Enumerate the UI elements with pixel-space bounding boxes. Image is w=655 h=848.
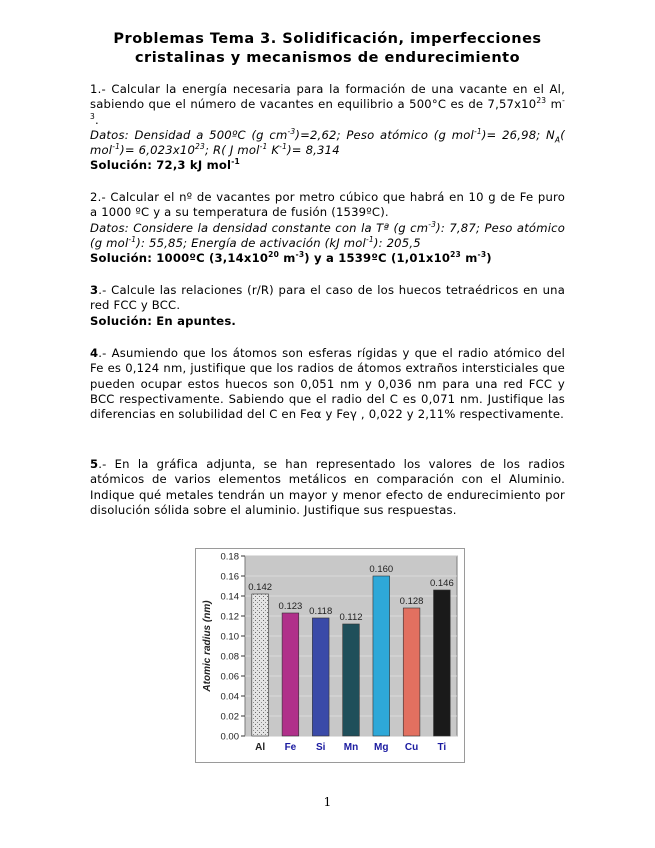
- data-label-cu: 0.128: [399, 596, 424, 607]
- data-label-al: 0.142: [248, 582, 273, 593]
- title-line-2: cristalinas y mecanismos de endurecimiento: [134, 50, 521, 66]
- problem-1-statement: 1.- Calcular la energía necesaria para la formación de una vacante en el Al, sabiendo que el número de vacantes en equilibrio a 500°C es de $7,57x10^{23}$ $m^{-3}$.: [90, 82, 565, 127]
- y-tick-label: 0.10: [220, 631, 239, 643]
- y-tick-label: 0.04: [220, 691, 239, 703]
- bar-al: [252, 594, 269, 736]
- problem-1-solucion: Solución: 72,3 kJ mol$^{-1}$: [90, 157, 240, 173]
- y-tick-label: 0.14: [220, 591, 239, 603]
- y-tick-label: 0.08: [220, 651, 239, 663]
- atomic-radius-chart: [195, 548, 465, 763]
- y-tick-label: 0.12: [220, 611, 239, 623]
- y-tick-label: 0.00: [220, 731, 239, 743]
- problem-3-solucion: Solución: En apuntes.: [90, 313, 237, 328]
- bar-mg: [373, 576, 390, 736]
- y-tick-label: 0.02: [220, 711, 239, 723]
- page-title: [60, 30, 595, 68]
- data-label-mg: 0.160: [369, 564, 394, 575]
- alpha-symbol: α: [313, 407, 322, 422]
- x-tick-label-mg: Mg: [374, 742, 389, 753]
- bar-mn: [343, 624, 360, 736]
- problem-5-statement: 5.- En la gráfica adjunta, se han representado los valores de los radios atómicos de varios elementos metálicos en comparación con el Aluminio. Indique qué metales tendrán un mayor y menor efecto de endurecimiento por disolución sólida sobre el aluminio. Justifique sus respuestas.: [90, 457, 565, 517]
- x-tick-label-mn: Mn: [343, 742, 359, 753]
- problem-5: [90, 457, 565, 518]
- data-label-fe: 0.123: [278, 601, 303, 612]
- problem-2-statement: 2.- Calcular el nº de vacantes por metro cúbico que habrá en 10 g de Fe puro a 1000 ºC y a su temperatura de fusión (1539ºC).: [90, 190, 565, 220]
- y-axis-label: Atomic radius (nm): [202, 600, 213, 692]
- data-label-mn: 0.112: [339, 612, 363, 623]
- problem-2-solucion: Solución: 1000ºC ($3,14x10^{20}$ $m^{-3}$) y a 1539ºC ($1,01x10^{23}$ $m^{-3}$): [90, 250, 492, 266]
- problem-2-datos: Datos: Considere la densidad constante con la Tª (g $cm^{-3}$): 7,87; Peso atómico (g mol$^{-1}$): 55,85; Energía de activación (kJ mol$^{-1}$): 205,5: [90, 219, 566, 250]
- x-tick-label-fe: Fe: [284, 742, 297, 753]
- data-label-ti: 0.146: [429, 578, 454, 589]
- x-tick-label-cu: Cu: [404, 742, 419, 753]
- title-line-1: Problemas Tema 3. Solidificación, imperfecciones: [113, 31, 542, 47]
- problem-3-statement: 3.- Calcule las relaciones (r/R) para el caso de los huecos tetraédricos en una red FCC y BCC.: [90, 283, 565, 313]
- bar-fe: [282, 613, 299, 736]
- problem-4: [90, 346, 565, 422]
- problem-3: [90, 283, 565, 329]
- y-tick-label: 0.16: [220, 571, 239, 583]
- x-tick-label-al: Al: [255, 742, 266, 753]
- bar-ti: [434, 590, 451, 736]
- problem-1-datos: Datos: Densidad a 500ºC (g $cm^{-3})=2,62$; Peso atómico (g mol$^{-1}$)= 26,98; $N_A$( $mol^{-1})= 6,023x10^{23}$; R( J mol$^{-1}$ $K^{-1})= 8,314$: [90, 127, 565, 158]
- bar-cu: [403, 608, 420, 736]
- bar-si: [312, 618, 329, 736]
- problem-2: [90, 190, 565, 266]
- problem-1: [90, 82, 565, 174]
- y-tick-label: 0.06: [220, 671, 239, 683]
- gamma-symbol: γ: [349, 407, 358, 422]
- data-label-si: 0.118: [309, 606, 333, 617]
- x-tick-label-ti: Ti: [437, 742, 447, 753]
- x-tick-label-si: Si: [315, 742, 326, 753]
- page-number: 1: [323, 795, 332, 809]
- problem-4-statement: 4.- Asumiendo que los átomos son esferas rígidas y que el radio atómico del Fe es 0,124 nm, justifique que los radios de átomos extraños intersticiales que pueden ocupar estos huecos son 0,051 nm y 0,036 nm para una red FCC y BCC respectivamente. Sabiendo que el radio del C es 0,071 nm. Justifique las diferencias en solubilidad del C en Feα y Feγ , 0,022 y 2,11% respectivamente.: [90, 346, 565, 422]
- y-tick-label: 0.18: [220, 551, 239, 563]
- atomic-radius-chart-svg: [195, 548, 465, 763]
